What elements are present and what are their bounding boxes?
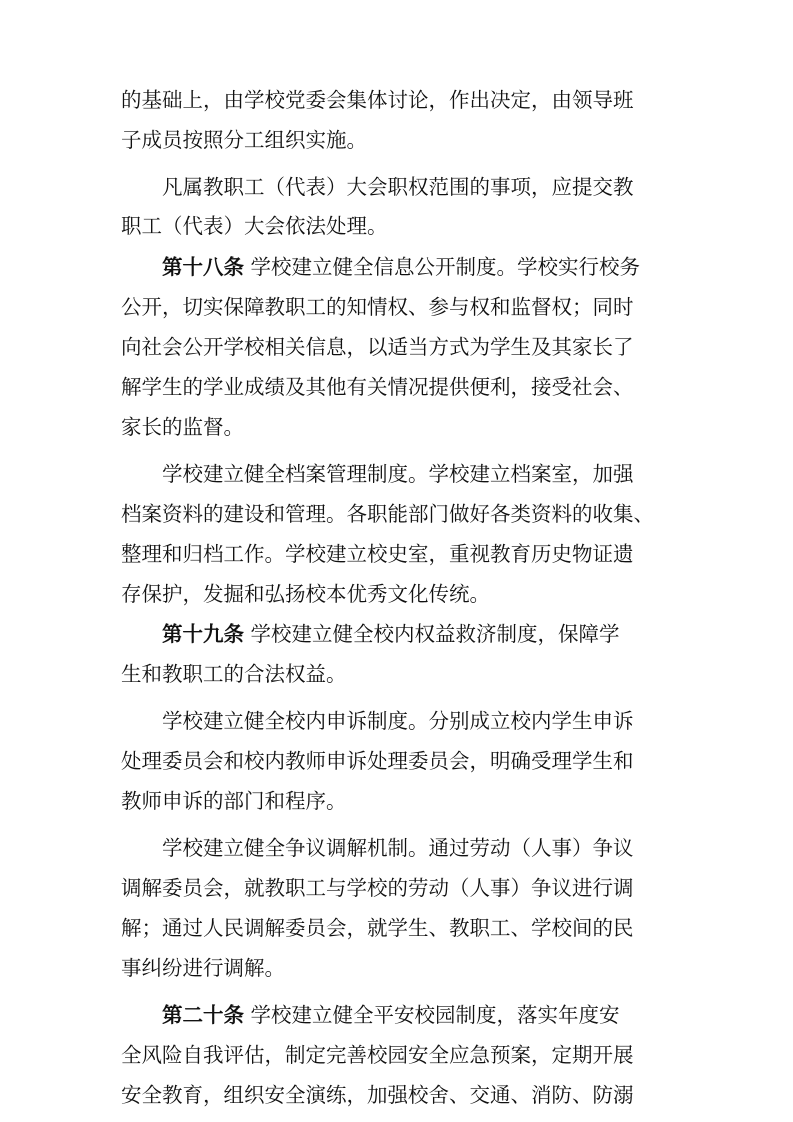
- paragraph-start-line: [162, 614, 620, 654]
- line-text: 学校建立健全校内权益救济制度，保障学: [244, 622, 620, 646]
- line-text: 家长的监督。: [121, 415, 244, 439]
- line-text: 生和教职工的合法权益。: [121, 662, 347, 686]
- line-text: 职工（代表）大会依法处理。: [121, 214, 388, 238]
- line-text: 学校建立健全信息公开制度。学校实行校务: [244, 255, 641, 279]
- text-line: [121, 534, 634, 574]
- paragraph-start-line: [162, 167, 634, 207]
- line-text: 解学生的学业成绩及其他有关情况提供便利，接受社会、: [121, 375, 634, 399]
- text-line: [121, 574, 490, 614]
- line-text: 全风险自我评估，制定完善校园安全应急预案，定期开展: [121, 1043, 634, 1067]
- line-text: 解；通过人民调解委员会，就学生、教职工、学校间的民: [121, 916, 634, 940]
- article-number: 第十八条: [162, 255, 244, 279]
- line-text: 的基础上，由学校党委会集体讨论，作出决定，由领导班: [121, 88, 634, 112]
- text-line: [121, 327, 634, 367]
- text-line: [121, 287, 634, 327]
- line-text: 公开，切实保障教职工的知情权、参与权和监督权；同时: [121, 295, 634, 319]
- text-line: [121, 654, 347, 694]
- text-line: [121, 206, 388, 246]
- line-text: 向社会公开学校相关信息，以适当方式为学生及其家长了: [121, 335, 634, 359]
- line-text: 凡属教职工（代表）大会职权范围的事项，应提交教: [162, 175, 634, 199]
- line-text: 存保护，发掘和弘扬校本优秀文化传统。: [121, 582, 490, 606]
- text-line: [121, 494, 654, 534]
- line-text: 教师申诉的部门和程序。: [121, 789, 347, 813]
- text-line: [121, 948, 285, 988]
- article-number: 第十九条: [162, 622, 244, 646]
- paragraph-start-line: [162, 995, 620, 1035]
- text-line: [121, 868, 634, 908]
- text-line: [121, 80, 634, 120]
- text-line: [121, 407, 244, 447]
- line-text: 学校建立健全争议调解机制。通过劳动（人事）争议: [162, 836, 634, 860]
- line-text: 子成员按照分工组织实施。: [121, 128, 367, 152]
- paragraph-start-line: [162, 828, 634, 868]
- text-line: [121, 1075, 634, 1115]
- line-text: 学校建立健全档案管理制度。学校建立档案室，加强: [162, 462, 634, 486]
- text-line: [121, 908, 634, 948]
- paragraph-start-line: [162, 454, 634, 494]
- line-text: 整理和归档工作。学校建立校史室，重视教育历史物证遗: [121, 542, 634, 566]
- paragraph-start-line: [162, 701, 634, 741]
- line-text: 档案资料的建设和管理。各职能部门做好各类资料的收集、: [121, 502, 654, 526]
- line-text: 事纠纷进行调解。: [121, 956, 285, 980]
- text-line: [121, 781, 347, 821]
- paragraph-start-line: [162, 247, 640, 287]
- line-text: 学校建立健全平安校园制度，落实年度安: [244, 1003, 620, 1027]
- line-text: 学校建立健全校内申诉制度。分别成立校内学生申诉: [162, 709, 634, 733]
- line-text: 调解委员会，就教职工与学校的劳动（人事）争议进行调: [121, 876, 634, 900]
- article-number: 第二十条: [162, 1003, 244, 1027]
- text-line: [121, 367, 634, 407]
- line-text: 安全教育，组织安全演练，加强校舍、交通、消防、防溺: [121, 1083, 634, 1107]
- text-line: [121, 1035, 634, 1075]
- text-line: [121, 741, 634, 781]
- line-text: 处理委员会和校内教师申诉处理委员会，明确受理学生和: [121, 749, 634, 773]
- text-line: [121, 120, 367, 160]
